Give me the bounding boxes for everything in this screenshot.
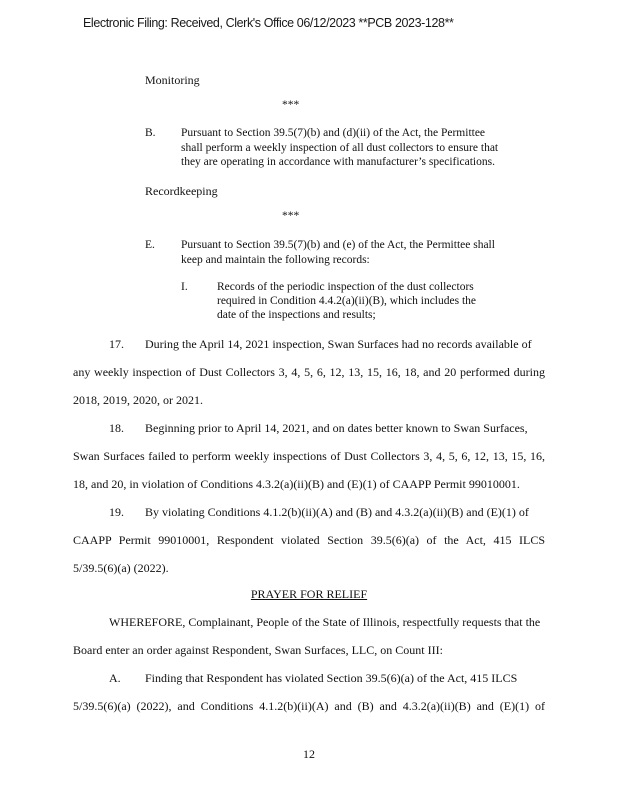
paragraph-19-line: 5/39.5(6)(a) (2022). (73, 561, 169, 575)
condition-e-line: Pursuant to Section 39.5(7)(b) and (e) of the Act, the Permittee shall (181, 239, 495, 251)
paragraph-18-line: Beginning prior to April 14, 2021, and on dates better known to Swan Surfaces, (145, 421, 528, 435)
paragraph-18-line: Swan Surfaces failed to perform weekly inspections of Dust Collectors 3, 4, 5, 6, 12, 13, 15, 16, (73, 449, 545, 463)
subcondition-i-label: I. (181, 281, 188, 293)
paragraph-17-line: During the April 14, 2021 inspection, Swan Surfaces had no records available of (145, 337, 532, 351)
prayer-item-a-line: Finding that Respondent has violated Section 39.5(6)(a) of the Act, 415 ILCS (145, 671, 518, 685)
condition-e-label: E. (145, 239, 155, 251)
wherefore-line: Board enter an order against Respondent, Swan Surfaces, LLC, on Count III: (73, 643, 443, 657)
condition-b-line: shall perform a weekly inspection of all dust collectors to ensure that (181, 142, 499, 154)
ellipsis-separator: *** (282, 210, 300, 222)
prayer-item-a-line: 5/39.5(6)(a) (2022), and Conditions 4.1.2(b)(ii)(A) and (B) and 4.3.2(a)(ii)(B) and (E)(1) of (73, 699, 545, 713)
prayer-heading (0, 587, 618, 602)
prayer-item-a-label: A. (109, 671, 121, 685)
paragraph-number: 17. (109, 337, 124, 351)
recordkeeping-heading: Recordkeeping (145, 184, 218, 198)
paragraph-17-line: any weekly inspection of Dust Collectors 3, 4, 5, 6, 12, 13, 15, 16, 18, and 20 performed during (73, 365, 545, 379)
paragraph-19-line: CAAPP Permit 99010001, Respondent violated Section 39.5(6)(a) of the Act, 415 ILCS (73, 533, 545, 547)
paragraph-number: 18. (109, 421, 124, 435)
condition-e-line: keep and maintain the following records: (181, 254, 370, 266)
subcondition-i-line: date of the inspections and results; (217, 309, 376, 321)
wherefore-line: WHEREFORE, Complainant, People of the State of Illinois, respectfully requests that the (109, 615, 541, 629)
page-number: 12 (303, 747, 315, 761)
paragraph-18-line: 18, and 20, in violation of Conditions 4.3.2(a)(ii)(B) and (E)(1) of CAAPP Permit 99010001. (73, 477, 520, 491)
condition-b-line: Pursuant to Section 39.5(7)(b) and (d)(ii) of the Act, the Permittee (181, 127, 486, 139)
condition-b-line: they are operating in accordance with manufacturer’s specifications. (181, 156, 495, 168)
paragraph-19-line: By violating Conditions 4.1.2(b)(ii)(A) and (B) and 4.3.2(a)(ii)(B) and (E)(1) of (145, 505, 529, 519)
condition-b-label: B. (145, 127, 156, 139)
paragraph-number: 19. (109, 505, 124, 519)
subcondition-i-line: Records of the periodic inspection of the dust collectors (217, 281, 474, 293)
filing-stamp: Electronic Filing: Received, Clerk's Office 06/12/2023 **PCB 2023-128** (83, 16, 454, 30)
ellipsis-separator: *** (282, 99, 300, 111)
paragraph-17-line: 2018, 2019, 2020, or 2021. (73, 393, 203, 407)
prayer-heading-text: PRAYER FOR RELIEF (250, 587, 368, 601)
monitoring-heading: Monitoring (145, 73, 200, 87)
subcondition-i-line: required in Condition 4.4.2(a)(ii)(B), which includes the (217, 295, 477, 307)
